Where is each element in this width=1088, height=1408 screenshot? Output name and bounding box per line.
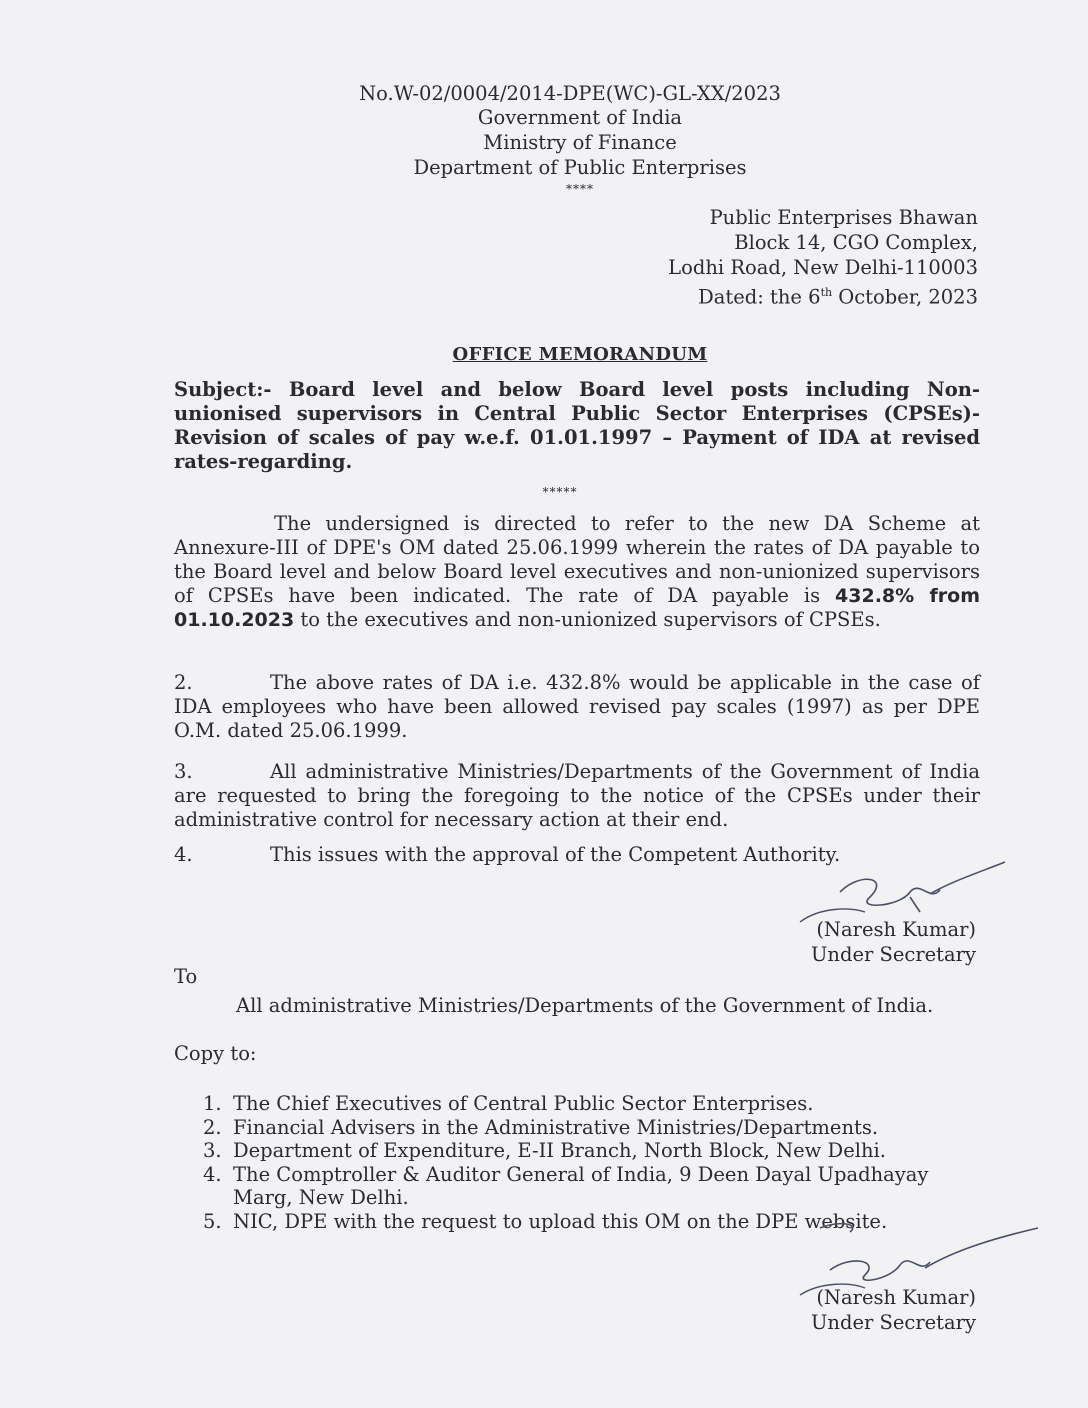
paragraph-2-number: 2. — [174, 671, 193, 694]
date-superscript: th — [820, 286, 833, 299]
list-item-number: 2. — [203, 1115, 222, 1139]
da-rate-highlight: 432.8% from 01.10.2023 — [174, 585, 980, 631]
date-line — [698, 281, 978, 310]
memo-title: OFFICE MEMORANDUM — [452, 344, 708, 365]
paragraph-4-text: This issues with the approval of the Competent Authority. — [270, 843, 841, 866]
paragraph-3-text: All administrative Ministries/Departments of the Government of India are requested to bring the foregoing to the notice of the CPSEs under their administrative control for necessary action at their end. — [174, 760, 980, 831]
list-item-text: The Comptroller & Auditor General of India, 9 Deen Dayal Upadhayay Marg, New Delhi. — [233, 1162, 929, 1209]
list-item — [203, 1116, 973, 1140]
signature-1-designation: Under Secretary — [810, 943, 976, 966]
paragraph-1-text-a: The undersigned is directed to refer to the new DA Scheme at Annexure-III of DPE's OM dated 25.06.1999 wherein the rates of DA payable to the Board level and below Board level executives and non-unionized supervisors of CPSEs have been indicated. The rate of DA payable is — [174, 512, 980, 607]
subject: Subject:- Board level and below Board level posts including Non-unionised supervisors in Central Public Sector Enterprises (CPSEs)- Revision of scales of pay w.e.f. 01.01.1997 – Payment of IDA at revised rates-regarding. — [174, 378, 980, 473]
list-item-text: The Chief Executives of Central Public Sector Enterprises. — [233, 1092, 814, 1115]
list-item-text: Financial Advisers in the Administrative Ministries/Departments. — [233, 1115, 879, 1139]
file-number: No.W-02/0004/2014-DPE(WC)-GL-XX/2023 — [359, 82, 781, 105]
address-line-3: Lodhi Road, New Delhi-110003 — [668, 256, 978, 279]
to-recipient: All administrative Ministries/Departments of the Government of India. — [236, 994, 934, 1017]
paragraph-3 — [174, 760, 980, 832]
department-line: Department of Public Enterprises — [413, 156, 747, 179]
paragraph-2 — [174, 671, 980, 743]
list-item-number: 4. — [203, 1162, 222, 1186]
address-line-2: Block 14, CGO Complex, — [734, 231, 978, 254]
paragraph-1-text-b: to the executives and non-unionized supervisors of CPSEs. — [300, 608, 881, 631]
list-item-number: 1. — [203, 1092, 222, 1115]
list-item — [203, 1163, 973, 1210]
date-prefix: Dated: the 6 — [698, 285, 821, 309]
list-item-number: 5. — [203, 1209, 222, 1233]
list-item-text: NIC, DPE with the request to upload this OM on the DPE website. — [233, 1209, 888, 1233]
address-line-1: Public Enterprises Bhawan — [709, 206, 978, 229]
list-item — [203, 1092, 973, 1116]
paragraph-4-number: 4. — [174, 843, 193, 866]
list-item-text: Department of Expenditure, E-II Branch, North Block, New Delhi. — [233, 1139, 886, 1162]
header-stars: **** — [566, 182, 594, 196]
paragraph-1 — [174, 512, 980, 632]
ministry-line: Ministry of Finance — [483, 131, 677, 154]
subject-divider: ***** — [542, 485, 578, 499]
date-suffix: October, 2023 — [832, 285, 978, 309]
to-label: To — [174, 965, 198, 988]
paragraph-2-text: The above rates of DA i.e. 432.8% would be applicable in the case of IDA employees who have been allowed revised pay scales (1997) as per DPE O.M. dated 25.06.1999. — [174, 671, 980, 742]
signature-1-name: (Naresh Kumar) — [816, 918, 976, 941]
signature-2-designation: Under Secretary — [810, 1311, 976, 1334]
copy-to-list — [203, 1092, 973, 1233]
copy-to-label: Copy to: — [174, 1042, 257, 1065]
list-item-number: 3. — [203, 1139, 222, 1162]
govt-line: Government of India — [477, 106, 683, 129]
signature-2-name: (Naresh Kumar) — [816, 1286, 976, 1309]
paragraph-3-number: 3. — [174, 760, 193, 783]
list-item — [203, 1139, 973, 1163]
